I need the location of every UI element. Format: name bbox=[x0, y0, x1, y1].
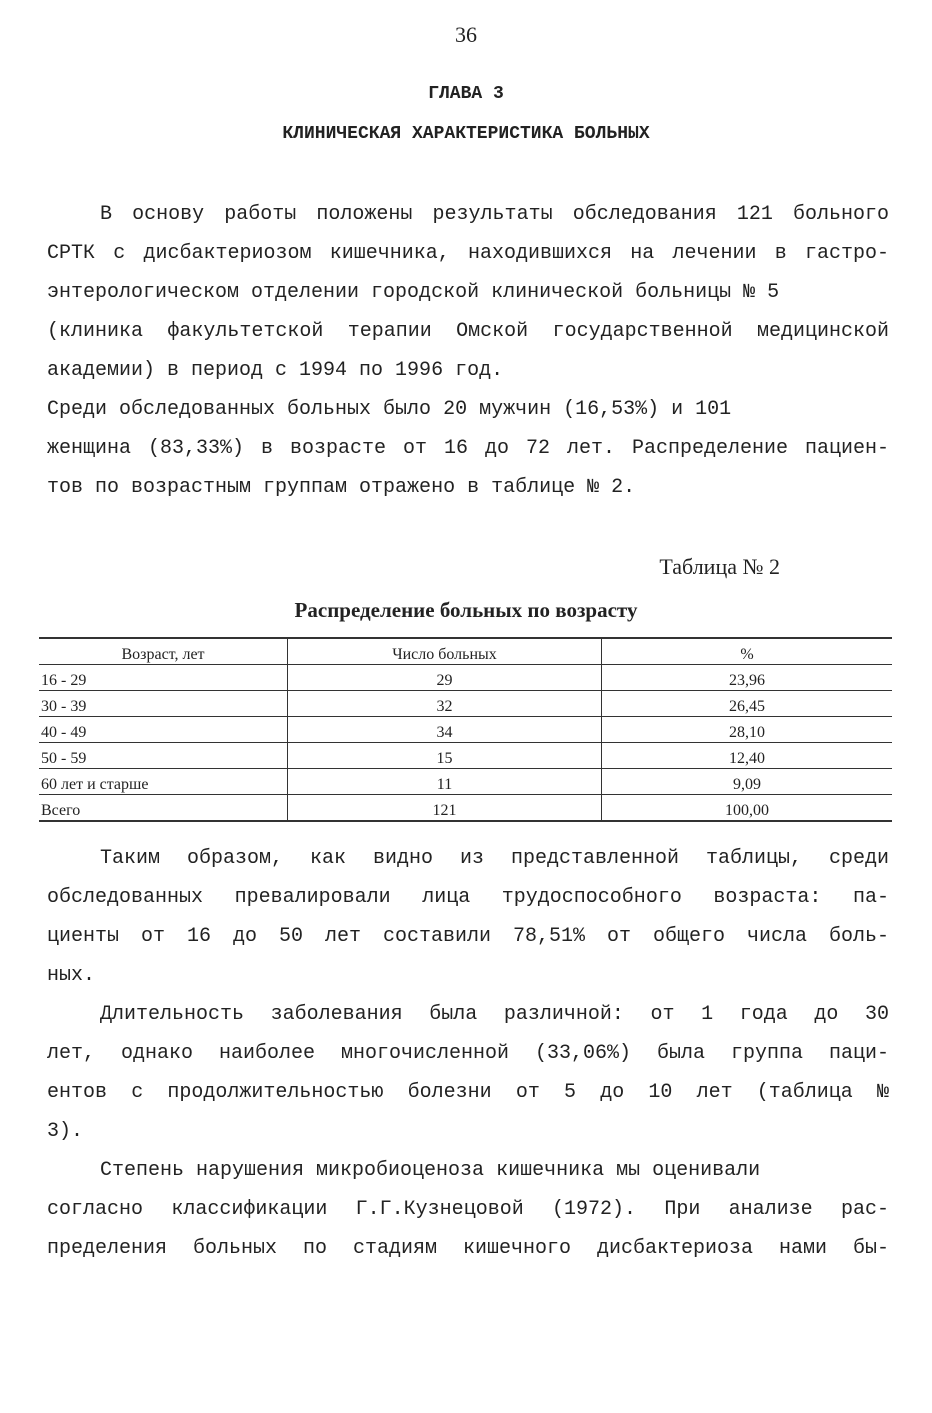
cell-count: 29 bbox=[288, 665, 602, 691]
column-header-percent: % bbox=[602, 638, 893, 665]
table-header-row bbox=[39, 638, 892, 665]
cell-percent: 28,10 bbox=[602, 717, 893, 743]
paragraph-2-line: женщина (83,33%) в возрасте от 16 до 72 лет. Распределение пациен- bbox=[47, 437, 889, 460]
paragraph-1-line: академии) в период с 1994 по 1996 год. bbox=[47, 359, 504, 382]
cell-age: 40 - 49 bbox=[39, 717, 288, 743]
paragraph-1-line: СРТК с дисбактериозом кишечника, находившихся на лечении в гастро- bbox=[47, 242, 889, 265]
cell-percent: 26,45 bbox=[602, 691, 893, 717]
table-total-row bbox=[39, 795, 892, 822]
paragraph-4-line: ентов с продолжительностью болезни от 5 до 10 лет (таблица № bbox=[47, 1081, 889, 1104]
paragraph-1-line: энтерологическом отделении городской клинической больницы № 5 bbox=[47, 281, 780, 304]
column-header-count: Число больных bbox=[288, 638, 602, 665]
cell-count: 32 bbox=[288, 691, 602, 717]
paragraph-3-line: Таким образом, как видно из представленной таблицы, среди bbox=[100, 847, 889, 870]
table-number: Таблица № 2 bbox=[659, 554, 780, 579]
cell-age: Всего bbox=[39, 795, 288, 822]
cell-count: 15 bbox=[288, 743, 602, 769]
paragraph-5-line: пределения больных по стадиям кишечного дисбактериоза нами бы- bbox=[47, 1237, 889, 1260]
paragraph-1-line: В основу работы положены результаты обследования 121 больного bbox=[100, 203, 889, 226]
paragraph-3-line: ных. bbox=[47, 964, 96, 987]
paragraph-3-line: циенты от 16 до 50 лет составили 78,51% от общего числа боль- bbox=[47, 925, 889, 948]
table-title: Распределение больных по возрасту bbox=[294, 598, 638, 622]
cell-percent: 100,00 bbox=[602, 795, 893, 822]
paragraph-4-line: Длительность заболевания была различной: от 1 года до 30 bbox=[100, 1003, 889, 1026]
table-row bbox=[39, 691, 892, 717]
paragraph-1-line: (клиника факультетской терапии Омской государственной медицинской bbox=[47, 320, 889, 343]
cell-count: 34 bbox=[288, 717, 602, 743]
chapter-heading: ГЛАВА 3 bbox=[428, 84, 504, 104]
paragraph-2-line: Среди обследованных больных было 20 мужчин (16,53%) и 101 bbox=[47, 398, 732, 421]
page-number: 36 bbox=[455, 22, 477, 47]
table-row bbox=[39, 717, 892, 743]
cell-count: 121 bbox=[288, 795, 602, 822]
paragraph-4-line: 3). bbox=[47, 1120, 84, 1143]
table-row bbox=[39, 769, 892, 795]
paragraph-2-line: тов по возрастным группам отражено в таблице № 2. bbox=[47, 476, 636, 499]
cell-age: 60 лет и старше bbox=[39, 769, 288, 795]
paragraph-5-line: согласно классификации Г.Г.Кузнецовой (1972). При анализе рас- bbox=[47, 1198, 889, 1221]
cell-age: 16 - 29 bbox=[39, 665, 288, 691]
cell-age: 50 - 59 bbox=[39, 743, 288, 769]
paragraph-4-line: лет, однако наиболее многочисленной (33,06%) была группа паци- bbox=[47, 1042, 889, 1065]
table-row bbox=[39, 743, 892, 769]
cell-percent: 9,09 bbox=[602, 769, 893, 795]
paragraph-5-line: Степень нарушения микробиоценоза кишечника мы оценивали bbox=[100, 1159, 761, 1182]
column-header-age: Возраст, лет bbox=[39, 638, 288, 665]
cell-count: 11 bbox=[288, 769, 602, 795]
chapter-title: КЛИНИЧЕСКАЯ ХАРАКТЕРИСТИКА БОЛЬНЫХ bbox=[282, 124, 650, 144]
paragraph-3-line: обследованных превалировали лица трудоспособного возраста: па- bbox=[47, 886, 889, 909]
cell-percent: 23,96 bbox=[602, 665, 893, 691]
cell-percent: 12,40 bbox=[602, 743, 893, 769]
table-row bbox=[39, 665, 892, 691]
age-distribution-table bbox=[39, 637, 892, 822]
cell-age: 30 - 39 bbox=[39, 691, 288, 717]
